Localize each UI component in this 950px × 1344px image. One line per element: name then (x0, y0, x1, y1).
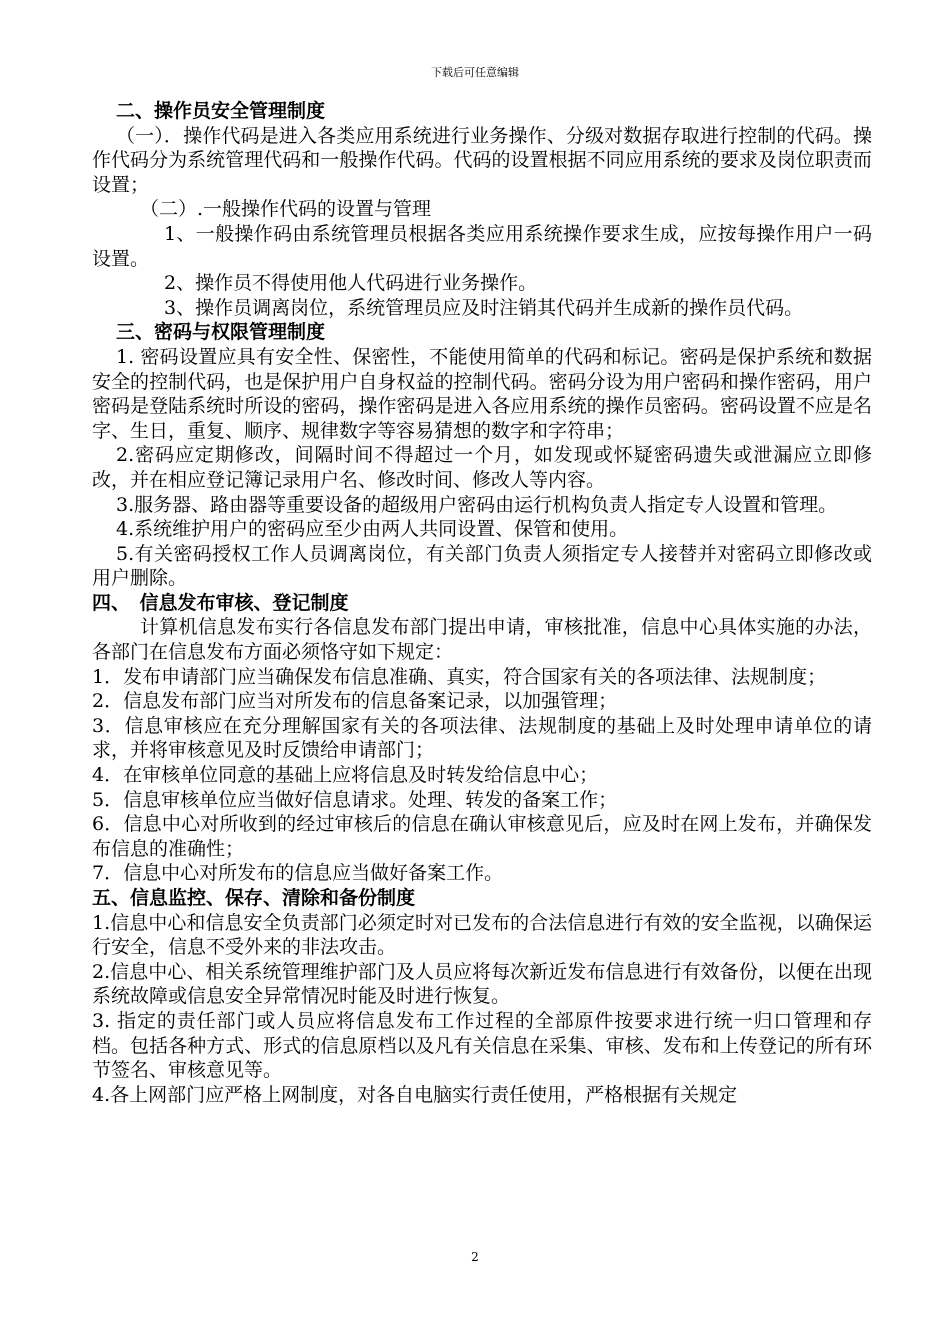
section-heading: 五、信息监控、保存、清除和备份制度 (92, 887, 416, 909)
paragraph: 1、一般操作码由系统管理员根据各类应用系统操作要求生成，应按每操作用户一码设置。 (92, 222, 872, 270)
paragraph: 4.系统维护用户的密码应至少由两人共同设置、保管和使用。 (116, 518, 629, 541)
paragraph: 1. 密码设置应具有安全性、保密性，不能使用简单的代码和标记。密码是保护系统和数据安全的控制代码，也是保护用户自身权益的控制代码。密码分设为用户密码和操作密码，用户密码是登陆系统时所设的密码，操作密码是进入各应用系统的操作员密码。密码设置不应是名字、生日，重复、顺序、规律数字等容易猜想的数字和字符串； (92, 345, 872, 442)
header-note: 下载后可任意编辑 (431, 66, 519, 79)
paragraph: 5．信息审核单位应当做好信息请求。处理、转发的备案工作； (92, 788, 618, 811)
paragraph: 2．信息发布部门应当对所发布的信息备案记录，以加强管理； (92, 690, 618, 713)
page-number: 2 (471, 1250, 479, 1264)
section-heading: 二、操作员安全管理制度 (116, 100, 326, 122)
paragraph: 5.有关密码授权工作人员调离岗位，有关部门负责人须指定专人接替并对密码立即修改或用户删除。 (92, 542, 872, 590)
paragraph: 计算机信息发布实行各信息发布部门提出申请，审核批准，信息中心具体实施的办法，各部门在信息发布方面必须恪守如下规定： (92, 616, 872, 664)
paragraph: 4.各上网部门应严格上网制度，对各自电脑实行责任使用，严格根据有关规定 (92, 1083, 738, 1106)
paragraph: 2.密码应定期修改，间隔时间不得超过一个月，如发现或怀疑密码遗失或泄漏应立即修改，并在相应登记簿记录用户名、修改时间、修改人等内容。 (92, 444, 872, 491)
paragraph: 3.服务器、路由器等重要设备的超级用户密码由运行机构负责人指定专人设置和管理。 (116, 493, 838, 516)
paragraph: 1.信息中心和信息安全负责部门必须定时对已发布的合法信息进行有效的安全监视，以确保运行安全，信息不受外来的非法攻击。 (92, 911, 872, 959)
paragraph: 3．信息审核应在充分理解国家有关的各项法律、法规制度的基础上及时处理申请单位的请求，并将审核意见及时反馈给申请部门； (92, 714, 872, 762)
document-body (92, 99, 872, 1107)
paragraph: 2.信息中心、相关系统管理维护部门及人员应将每次新近发布信息进行有效备份，以便在出现系统故障或信息安全异常情况时能及时进行恢复。 (92, 960, 872, 1008)
paragraph: （一）．操作代码是进入各类应用系统进行业务操作、分级对数据存取进行控制的代码。操作代码分为系统管理代码和一般操作代码。代码的设置根据不同应用系统的要求及岗位职责而设置； (92, 124, 872, 196)
paragraph: 4．在审核单位同意的基础上应将信息及时转发给信息中心； (92, 764, 599, 787)
paragraph: 1．发布申请部门应当确保发布信息准确、真实，符合国家有关的各项法律、法规制度； (92, 665, 827, 688)
section-heading: 三、密码与权限管理制度 (116, 321, 326, 344)
paragraph: 3. 指定的责任部门或人员应将信息发布工作过程的全部原件按要求进行统一归口管理和存档。包括各种方式、形式的信息原档以及凡有关信息在采集、审核、发布和上传登记的所有环节签名、审核意见等。 (92, 1009, 872, 1082)
paragraph: 7．信息中心对所发布的信息应当做好备案工作。 (92, 862, 504, 885)
paragraph: 6．信息中心对所收到的经过审核后的信息在确认审核意见后，应及时在网上发布，并确保发布信息的准确性； (92, 813, 872, 860)
paragraph: （二）.一般操作代码的设置与管理 (140, 198, 432, 221)
section-heading: 四、 信息发布审核、登记制度 (92, 591, 349, 614)
paragraph: 2、操作员不得使用他人代码进行业务操作。 (164, 272, 538, 295)
paragraph: 3、操作员调离岗位，系统管理员应及时注销其代码并生成新的操作员代码。 (164, 296, 804, 319)
